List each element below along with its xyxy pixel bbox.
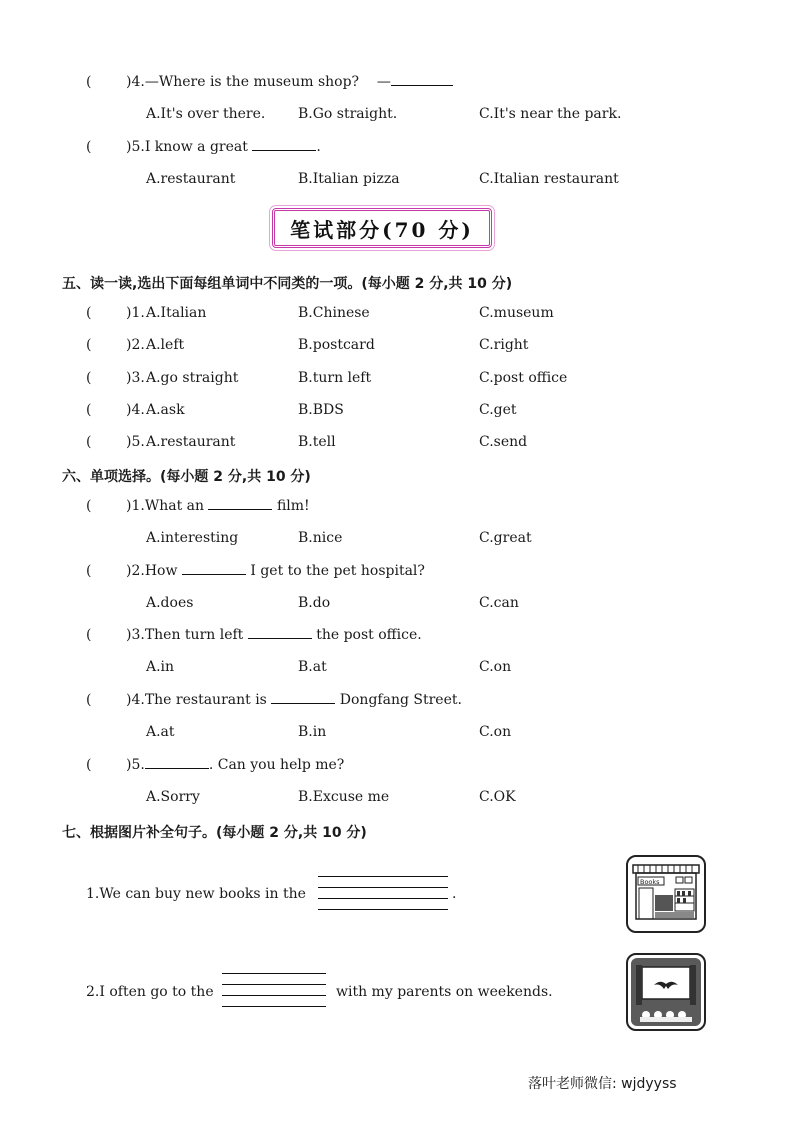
- option-c: C.send: [479, 434, 528, 450]
- option-c: C.right: [479, 337, 529, 353]
- question-stem: [126, 627, 422, 643]
- written-part-banner: [272, 208, 492, 248]
- option-b: B.in: [298, 724, 327, 740]
- answer-dash: —: [376, 74, 391, 90]
- option-c: C.Italian restaurant: [479, 171, 619, 187]
- option-c: C.post office: [479, 370, 568, 386]
- stem-after-blank: Dongfang Street.: [339, 692, 462, 708]
- option-c: C.on: [479, 724, 512, 740]
- option-a: A.ask: [146, 402, 185, 418]
- answer-blank[interactable]: [391, 85, 453, 86]
- answer-paren-open[interactable]: (: [86, 757, 92, 773]
- question-stem: [126, 498, 310, 514]
- answer-lines-q2[interactable]: [222, 973, 326, 1009]
- answer-paren-open[interactable]: (: [86, 434, 92, 450]
- question-4-text: [126, 74, 453, 90]
- option-c: C.great: [479, 530, 532, 546]
- option-b: B.turn left: [298, 370, 372, 386]
- answer-paren-open: (: [86, 74, 92, 90]
- section-6-heading: 六、单项选择。(每小题 2 分,共 10 分): [62, 469, 311, 485]
- question-stem: —Where is the museum shop?: [144, 74, 360, 90]
- section-7-q1-after: .: [452, 886, 457, 902]
- option-b: B.nice: [298, 530, 343, 546]
- option-c: C.museum: [479, 305, 554, 321]
- question-number: 5.: [131, 139, 145, 155]
- answer-paren-open[interactable]: (: [86, 692, 92, 708]
- option-a: A.in: [146, 659, 175, 675]
- cinema-picture: [626, 953, 706, 1031]
- option-a: A.interesting: [146, 530, 239, 546]
- answer-blank[interactable]: [248, 638, 312, 639]
- option-a: A.It's over there.: [146, 106, 266, 122]
- bookstore-icon: [628, 857, 704, 931]
- bookstore-sign-text: Books: [640, 878, 660, 886]
- option-b: B.Italian pizza: [298, 171, 400, 187]
- question-stem: I know a great: [144, 139, 248, 155]
- question-5-text: [126, 139, 321, 155]
- answer-paren-open[interactable]: (: [86, 402, 92, 418]
- question-number: )2.: [126, 337, 145, 353]
- question-number: )1.: [126, 498, 145, 514]
- answer-blank[interactable]: [271, 703, 335, 704]
- question-number: )2.: [126, 563, 145, 579]
- question-number: )5.: [126, 434, 145, 450]
- answer-paren-open[interactable]: (: [86, 498, 92, 514]
- paren-close: ): [126, 139, 132, 155]
- option-a: A.left: [146, 337, 185, 353]
- option-c: C.OK: [479, 789, 516, 805]
- section-7-q2-before: 2.I often go to the: [86, 984, 214, 1000]
- answer-blank[interactable]: [208, 509, 272, 510]
- option-a: A.restaurant: [146, 171, 236, 187]
- answer-paren-open[interactable]: (: [86, 627, 92, 643]
- option-c: C.It's near the park.: [479, 106, 622, 122]
- section-7-heading: 七、根据图片补全句子。(每小题 2 分,共 10 分): [62, 825, 367, 841]
- stem-before-blank: How: [144, 563, 178, 579]
- question-number: )4.: [126, 402, 145, 418]
- stem-after-blank: the post office.: [316, 627, 422, 643]
- option-c: C.get: [479, 402, 517, 418]
- stem-after-blank: I get to the pet hospital?: [250, 563, 425, 579]
- stem-before-blank: What an: [144, 498, 205, 514]
- option-a: A.Italian: [146, 305, 207, 321]
- question-number: 4.: [131, 74, 145, 90]
- answer-lines-q1[interactable]: [318, 876, 448, 912]
- question-number: )4.: [126, 692, 145, 708]
- answer-paren-open[interactable]: (: [86, 370, 92, 386]
- question-number: )3.: [126, 627, 145, 643]
- question-period: .: [316, 139, 321, 155]
- option-b: B.postcard: [298, 337, 375, 353]
- question-stem: [126, 757, 344, 773]
- option-b: B.do: [298, 595, 331, 611]
- stem-before-blank: The restaurant is: [144, 692, 267, 708]
- section-7-q1-before: 1.We can buy new books in the: [86, 886, 306, 902]
- question-number: )5.: [126, 757, 145, 773]
- option-a: A.go straight: [146, 370, 239, 386]
- question-number: )3.: [126, 370, 145, 386]
- question-stem: [126, 563, 425, 579]
- answer-paren-open: (: [86, 139, 92, 155]
- option-a: A.at: [146, 724, 175, 740]
- option-c: C.on: [479, 659, 512, 675]
- stem-before-blank: Then turn left: [144, 627, 244, 643]
- answer-paren-open[interactable]: (: [86, 337, 92, 353]
- option-a: A.restaurant: [146, 434, 236, 450]
- option-a: A.does: [146, 595, 194, 611]
- stem-after-blank: film!: [276, 498, 310, 514]
- answer-paren-open[interactable]: (: [86, 563, 92, 579]
- question-number: )1.: [126, 305, 145, 321]
- question-stem: [126, 692, 462, 708]
- paren-close: ): [126, 74, 132, 90]
- option-b: B.tell: [298, 434, 336, 450]
- bookstore-picture: [626, 855, 706, 933]
- answer-blank[interactable]: [145, 768, 209, 769]
- section-5-heading: 五、读一读,选出下面每组单词中不同类的一项。(每小题 2 分,共 10 分): [62, 276, 513, 292]
- answer-paren-open[interactable]: (: [86, 305, 92, 321]
- option-b: B.BDS: [298, 402, 344, 418]
- option-b: B.at: [298, 659, 327, 675]
- option-b: B.Go straight.: [298, 106, 398, 122]
- footer-contact: 落叶老师微信: wjdyyss: [528, 1076, 677, 1092]
- option-b: B.Excuse me: [298, 789, 390, 805]
- answer-blank[interactable]: [252, 150, 316, 151]
- section-7-q2-after: with my parents on weekends.: [336, 984, 553, 1000]
- option-c: C.can: [479, 595, 519, 611]
- cinema-icon: [628, 955, 704, 1029]
- stem-after-blank: . Can you help me?: [208, 757, 345, 773]
- option-b: B.Chinese: [298, 305, 370, 321]
- option-a: A.Sorry: [146, 789, 200, 805]
- answer-blank[interactable]: [182, 574, 246, 575]
- banner-title: 笔试部分(70 分): [290, 217, 474, 242]
